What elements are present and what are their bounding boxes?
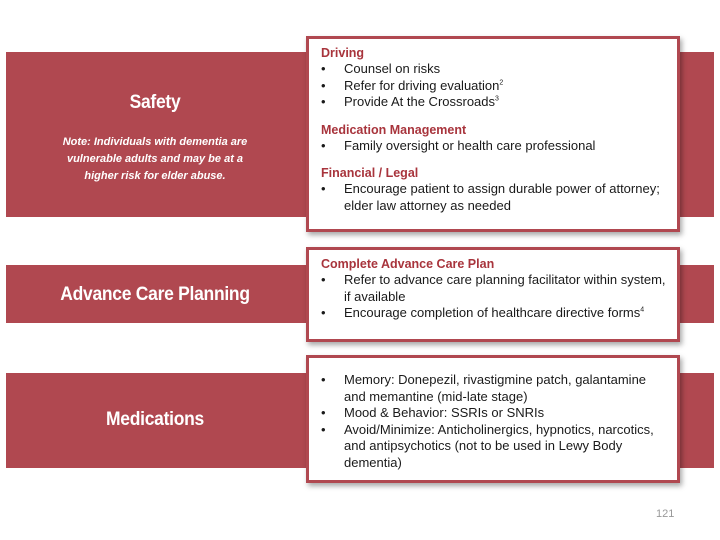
superscript: 3 xyxy=(495,95,499,103)
superscript: 4 xyxy=(640,306,645,314)
medications-label-block xyxy=(60,409,250,431)
superscript: 2 xyxy=(499,79,504,87)
safety-label-block xyxy=(60,92,250,185)
list-item: • Refer to advance care planning facilitator within system, if available xyxy=(321,272,667,305)
medications-title: Medications xyxy=(106,409,204,430)
medications-list xyxy=(321,372,667,471)
page-number: 121 xyxy=(656,508,675,520)
list-item: • Family oversight or health care professional xyxy=(321,138,667,155)
list-item: • Encourage completion of healthcare directive forms$^4$ xyxy=(321,305,667,322)
advance-care-list xyxy=(321,272,667,322)
financial-legal-list xyxy=(321,181,667,214)
list-item: • Memory: Donepezil, rivastigmine patch, galantamine and memantine (mid-late stage) xyxy=(321,372,667,405)
list-item: • Refer for driving evaluation$^2$ xyxy=(321,78,667,95)
list-item: • Provide At the Crossroads$^3$ xyxy=(321,94,667,111)
driving-list xyxy=(321,61,667,111)
safety-title: Safety xyxy=(129,92,181,113)
advance-care-card xyxy=(306,247,680,342)
section-heading-complete-advance-care-plan: Complete Advance Care Plan xyxy=(321,257,495,271)
advance-care-title: Advance Care Planning xyxy=(60,284,250,305)
medications-card xyxy=(306,355,680,483)
list-item: • Mood & Behavior: SSRIs or SNRIs xyxy=(321,405,667,422)
list-item: • Encourage patient to assign durable power of attorney; elder law attorney as needed xyxy=(321,181,667,214)
section-heading-driving: Driving xyxy=(321,46,365,60)
medication-management-list xyxy=(321,138,667,155)
section-heading-financial-legal: Financial / Legal xyxy=(321,166,419,180)
safety-note: Note: Individuals with dementia are vulnerable adults and may be at a higher risk for elder abuse. xyxy=(62,136,248,182)
section-heading-medication-management: Medication Management xyxy=(321,122,467,137)
list-item: • Avoid/Minimize: Anticholinergics, hypnotics, narcotics, and antipsychotics (not to be used in Lewy Body dementia) xyxy=(321,422,667,472)
advance-care-label-block xyxy=(40,284,270,306)
list-item: • Counsel on risks xyxy=(321,61,667,78)
safety-card xyxy=(306,36,680,232)
